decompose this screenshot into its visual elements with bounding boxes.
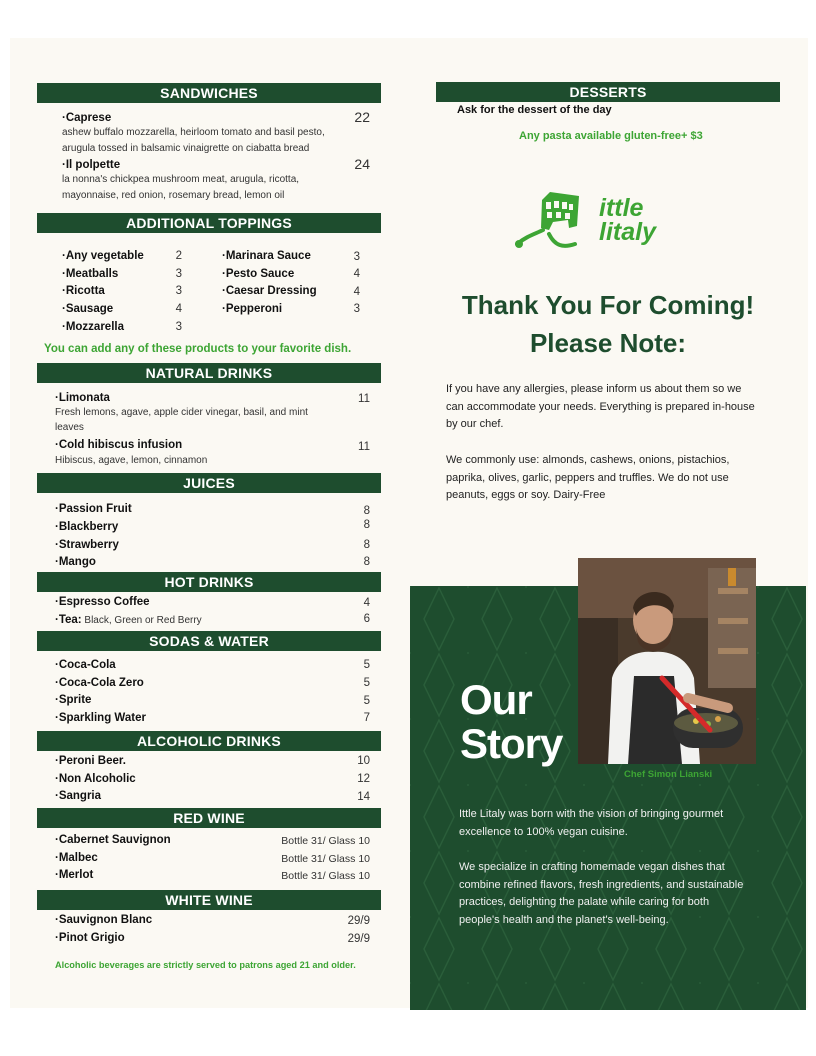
item-name: ·Sprite	[55, 694, 92, 706]
item-name: ·Malbec	[55, 852, 98, 864]
story-line: We specialize in crafting homemade vegan dishes that	[459, 861, 725, 873]
item-desc: ashew buffalo mozzarella, heirloom tomato and basil pesto,	[62, 127, 325, 138]
note-line: If you have any allergies, please inform us about them so we	[446, 383, 742, 395]
item-name: ·Merlot	[55, 869, 94, 881]
item-name: ·Cold hibiscus infusion	[55, 439, 183, 451]
topping-name: ·Ricotta	[62, 285, 105, 297]
item-name: ·Coca-Cola Zero	[55, 677, 144, 689]
note-line: by our chef.	[446, 418, 504, 430]
please-note-line: Please Note:	[529, 328, 687, 358]
item-desc: Black, Green or Red Berry	[81, 615, 202, 626]
item-name: ·Espresso Coffee	[55, 596, 150, 608]
item-name: ·Caprese	[62, 112, 112, 124]
item-name: ·Il polpette	[62, 159, 121, 171]
toppings-header: ADDITIONAL TOPPINGS	[37, 213, 381, 233]
allergy-note	[446, 381, 755, 434]
story-line: Ittle Litaly was born with the vision of bringing gourmet	[459, 808, 724, 820]
topping-price: 3	[175, 285, 182, 297]
note-line: peanuts, eggs or soy. Dairy-Free	[446, 489, 606, 501]
story-line: people's health and the planet's well-being.	[459, 913, 669, 926]
story-paragraph-1	[459, 806, 723, 841]
story-title-line: Our	[460, 676, 532, 723]
item-price: 8	[363, 539, 370, 551]
item-price: 11	[358, 393, 370, 405]
item-price: 14	[357, 791, 370, 803]
desserts-header: DESSERTS	[436, 82, 780, 102]
item-name: ·Pinot Grigio	[55, 932, 125, 944]
story-title	[460, 678, 562, 766]
story-line: practices, delighting the palate while caring for both	[459, 896, 710, 908]
item-price: 10	[357, 755, 370, 767]
hot-drinks-header: HOT DRINKS	[37, 572, 381, 592]
item-price: 22	[354, 109, 370, 125]
item-price: 5	[363, 659, 370, 671]
note-line: can accommodate your needs. Everything is prepared in-house	[446, 400, 755, 413]
item-name: ·Cabernet Sauvignon	[55, 834, 171, 846]
pasta-note: Any pasta available gluten-free+ $3	[519, 130, 703, 142]
item-name: ·Non Alcoholic	[55, 773, 136, 785]
item-price: 12	[357, 773, 370, 785]
item-name: ·Passion Fruit	[55, 503, 132, 515]
alcohol-age-note: Alcoholic beverages are strictly served to patrons aged 21 and older.	[55, 960, 356, 970]
topping-price: 4	[175, 303, 182, 315]
alcoholic-header: ALCOHOLIC DRINKS	[37, 731, 381, 751]
item-price: 8	[363, 505, 370, 517]
item-price: 24	[354, 156, 370, 172]
topping-name: ·Pesto Sauce	[222, 268, 295, 280]
item-price: 8	[363, 556, 370, 568]
item-desc: Fresh lemons, agave, apple cider vinegar, basil, and mint	[55, 407, 308, 418]
logo-line-2: litaly	[599, 218, 656, 246]
item-price: 5	[363, 677, 370, 689]
item-name: ·Limonata	[55, 392, 110, 404]
topping-name: ·Pepperoni	[222, 303, 283, 315]
story-paragraph-2	[459, 859, 743, 929]
ingredients-note	[446, 452, 729, 505]
story-title-line: Story	[460, 720, 563, 767]
item-price: 6	[363, 613, 370, 625]
item-name: ·Sparkling Water	[55, 712, 146, 724]
item-price: 5	[363, 695, 370, 707]
item-desc: mayonnaise, red onion, rosemary bread, lemon oil	[62, 190, 285, 201]
thank-you-heading	[436, 286, 780, 362]
note-line: paprika, olives, garlic, peppers and truffles. We do not use	[446, 471, 729, 484]
item-price: Bottle 31/ Glass 10	[281, 853, 370, 865]
natural-drinks-header: NATURAL DRINKS	[37, 363, 381, 383]
topping-name: ·Meatballs	[62, 268, 119, 280]
story-line: excellence to 100% vegan cuisine.	[459, 825, 628, 838]
sodas-header: SODAS & WATER	[37, 631, 381, 651]
topping-price: 3	[175, 268, 182, 280]
item-name: ·Sangria	[55, 790, 102, 802]
item-name: ·Peroni Beer.	[55, 755, 126, 767]
restaurant-logo	[515, 186, 665, 260]
topping-price: 3	[353, 251, 360, 263]
item-price: 7	[363, 712, 370, 724]
item-price: 29/9	[347, 933, 370, 945]
topping-name: ·Any vegetable	[62, 250, 144, 262]
item-desc: Hibiscus, agave, lemon, cinnamon	[55, 455, 208, 466]
item-desc: leaves	[55, 422, 84, 433]
item-desc: arugula tossed in balsamic vinaigrette on ciabatta bread	[62, 143, 310, 154]
story-line: combine refined flavors, fresh ingredients, and sustainable	[459, 878, 744, 891]
thank-you-line: Thank You For Coming!	[461, 290, 755, 320]
item-price: 4	[363, 597, 370, 609]
topping-price: 3	[353, 303, 360, 315]
chef-photo	[578, 558, 756, 764]
item-name: ·Strawberry	[55, 539, 119, 551]
item-name: ·Blackberry	[55, 521, 119, 533]
item-price: 8	[363, 519, 370, 531]
juices-header: JUICES	[37, 473, 381, 493]
topping-price: 3	[175, 321, 182, 333]
topping-price: 2	[175, 250, 182, 262]
topping-name: ·Marinara Sauce	[222, 250, 311, 262]
item-name: ·Mango	[55, 556, 96, 568]
topping-name: ·Sausage	[62, 303, 114, 315]
item-desc: la nonna's chickpea mushroom meat, arugula, ricotta,	[62, 174, 300, 185]
building-logo-icon	[515, 186, 605, 260]
tea-item	[55, 610, 202, 628]
topping-price: 4	[353, 286, 360, 298]
toppings-note: You can add any of these products to your favorite dish.	[44, 343, 352, 355]
topping-price: 4	[353, 268, 360, 280]
red-wine-header: RED WINE	[37, 808, 381, 828]
sandwiches-header: SANDWICHES	[37, 83, 381, 103]
topping-name: ·Caesar Dressing	[222, 285, 317, 297]
item-name: ·Tea:	[55, 614, 82, 626]
topping-name: ·Mozzarella	[62, 321, 124, 333]
note-line: We commonly use: almonds, cashews, onions, pistachios,	[446, 454, 730, 466]
logo-line-1: ittle	[599, 194, 644, 222]
dessert-line: Ask for the dessert of the day	[457, 104, 612, 116]
item-name: ·Sauvignon Blanc	[55, 914, 153, 926]
item-price: 11	[358, 441, 370, 453]
white-wine-header: WHITE WINE	[37, 890, 381, 910]
item-name: ·Coca-Cola	[55, 659, 116, 671]
item-price: Bottle 31/ Glass 10	[281, 835, 370, 847]
chef-caption: Chef Simon Lianski	[624, 769, 713, 780]
item-price: 29/9	[347, 915, 370, 927]
item-price: Bottle 31/ Glass 10	[281, 870, 370, 882]
